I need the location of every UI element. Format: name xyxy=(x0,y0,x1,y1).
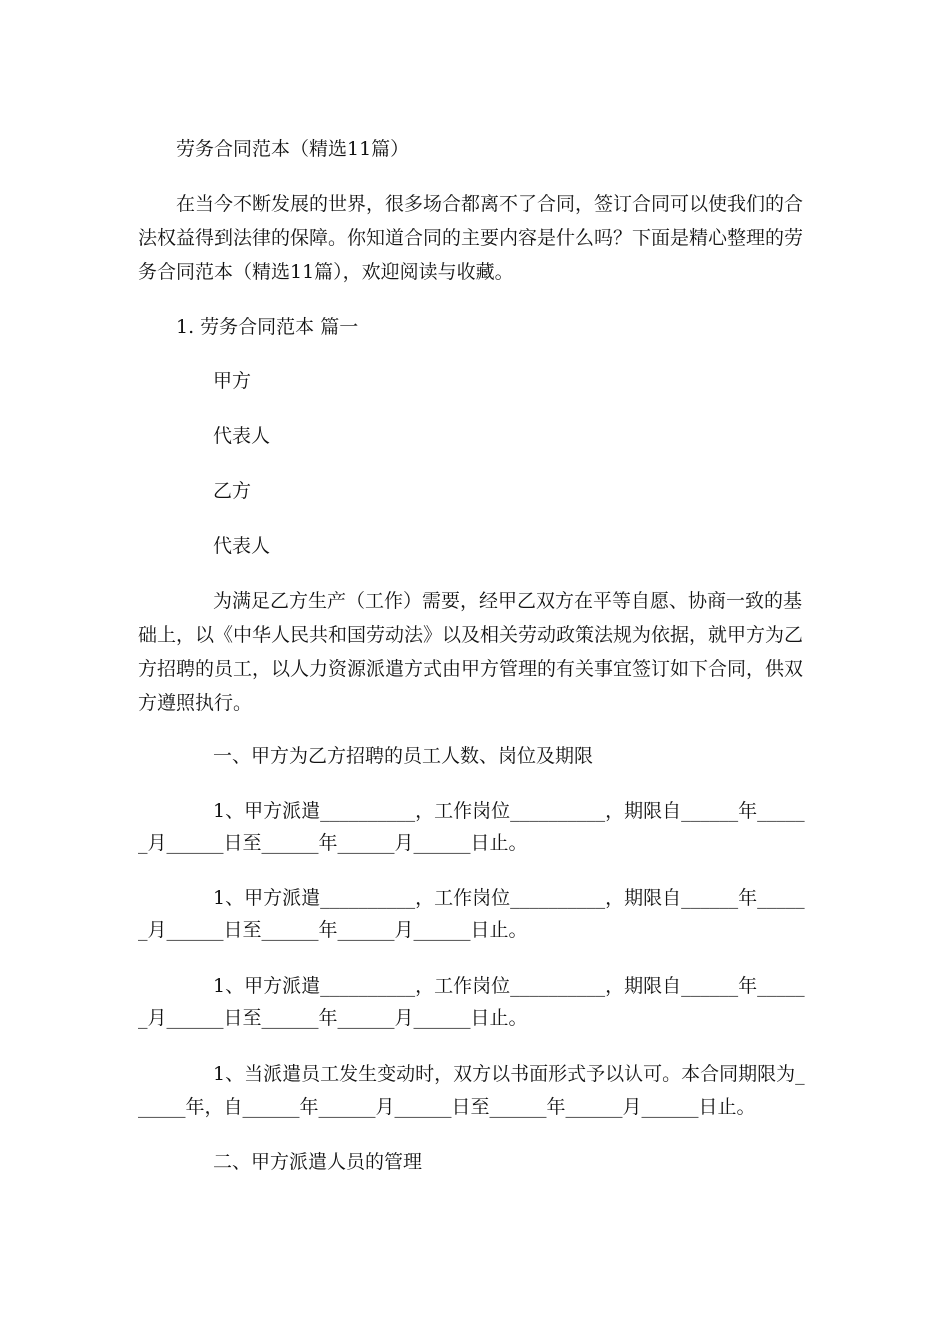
dispatch-item-1-line-1: 1、甲方派遣__________，工作岗位__________，期限自______年_____ xyxy=(213,800,805,822)
preamble-line-4: 方遵照执行。 xyxy=(138,692,253,714)
dispatch-item-3-line-1: 1、甲方派遣__________，工作岗位__________，期限自______年_____ xyxy=(213,975,805,997)
party-b-label: 乙方 xyxy=(213,480,252,502)
party-b-representative-label: 代表人 xyxy=(213,535,271,557)
intro-line-1: 在当今不断发展的世界，很多场合都离不了合同，签订合同可以使我们的合 xyxy=(176,193,804,215)
dispatch-item-2-line-2: _月______日至______年______月______日止。 xyxy=(138,919,528,941)
dispatch-item-1-line-2: _月______日至______年______月______日止。 xyxy=(138,832,528,854)
dispatch-item-3-line-2: _月______日至______年______月______日止。 xyxy=(138,1007,528,1029)
document-title: 劳务合同范本（精选11篇） xyxy=(176,138,410,160)
intro-line-3: 务合同范本（精选11篇），欢迎阅读与收藏。 xyxy=(138,261,514,283)
section-heading: 1. 劳务合同范本 篇一 xyxy=(176,316,359,338)
preamble-line-3: 方招聘的员工，以人力资源派遣方式由甲方管理的有关事宜签订如下合同，供双 xyxy=(138,658,804,680)
change-item-line-2: _____年，自______年______月______日至______年______月______日止。 xyxy=(138,1096,756,1118)
preamble-line-1: 为满足乙方生产（工作）需要，经甲乙双方在平等自愿、协商一致的基 xyxy=(213,590,803,612)
party-a-label: 甲方 xyxy=(213,370,252,392)
intro-line-2: 法权益得到法律的保障。你知道合同的主要内容是什么吗？下面是精心整理的劳 xyxy=(138,227,804,249)
dispatch-item-2-line-1: 1、甲方派遣__________，工作岗位__________，期限自______年_____ xyxy=(213,887,805,909)
preamble-line-2: 础上，以《中华人民共和国劳动法》以及相关劳动政策法规为依据，就甲方为乙 xyxy=(138,624,804,646)
change-item-line-1: 1、当派遣员工发生变动时，双方以书面形式予以认可。本合同期限为_ xyxy=(213,1063,805,1085)
clause-one-heading: 一、甲方为乙方招聘的员工人数、岗位及期限 xyxy=(213,745,594,767)
party-a-representative-label: 代表人 xyxy=(213,425,271,447)
clause-two-heading: 二、甲方派遣人员的管理 xyxy=(213,1151,423,1173)
